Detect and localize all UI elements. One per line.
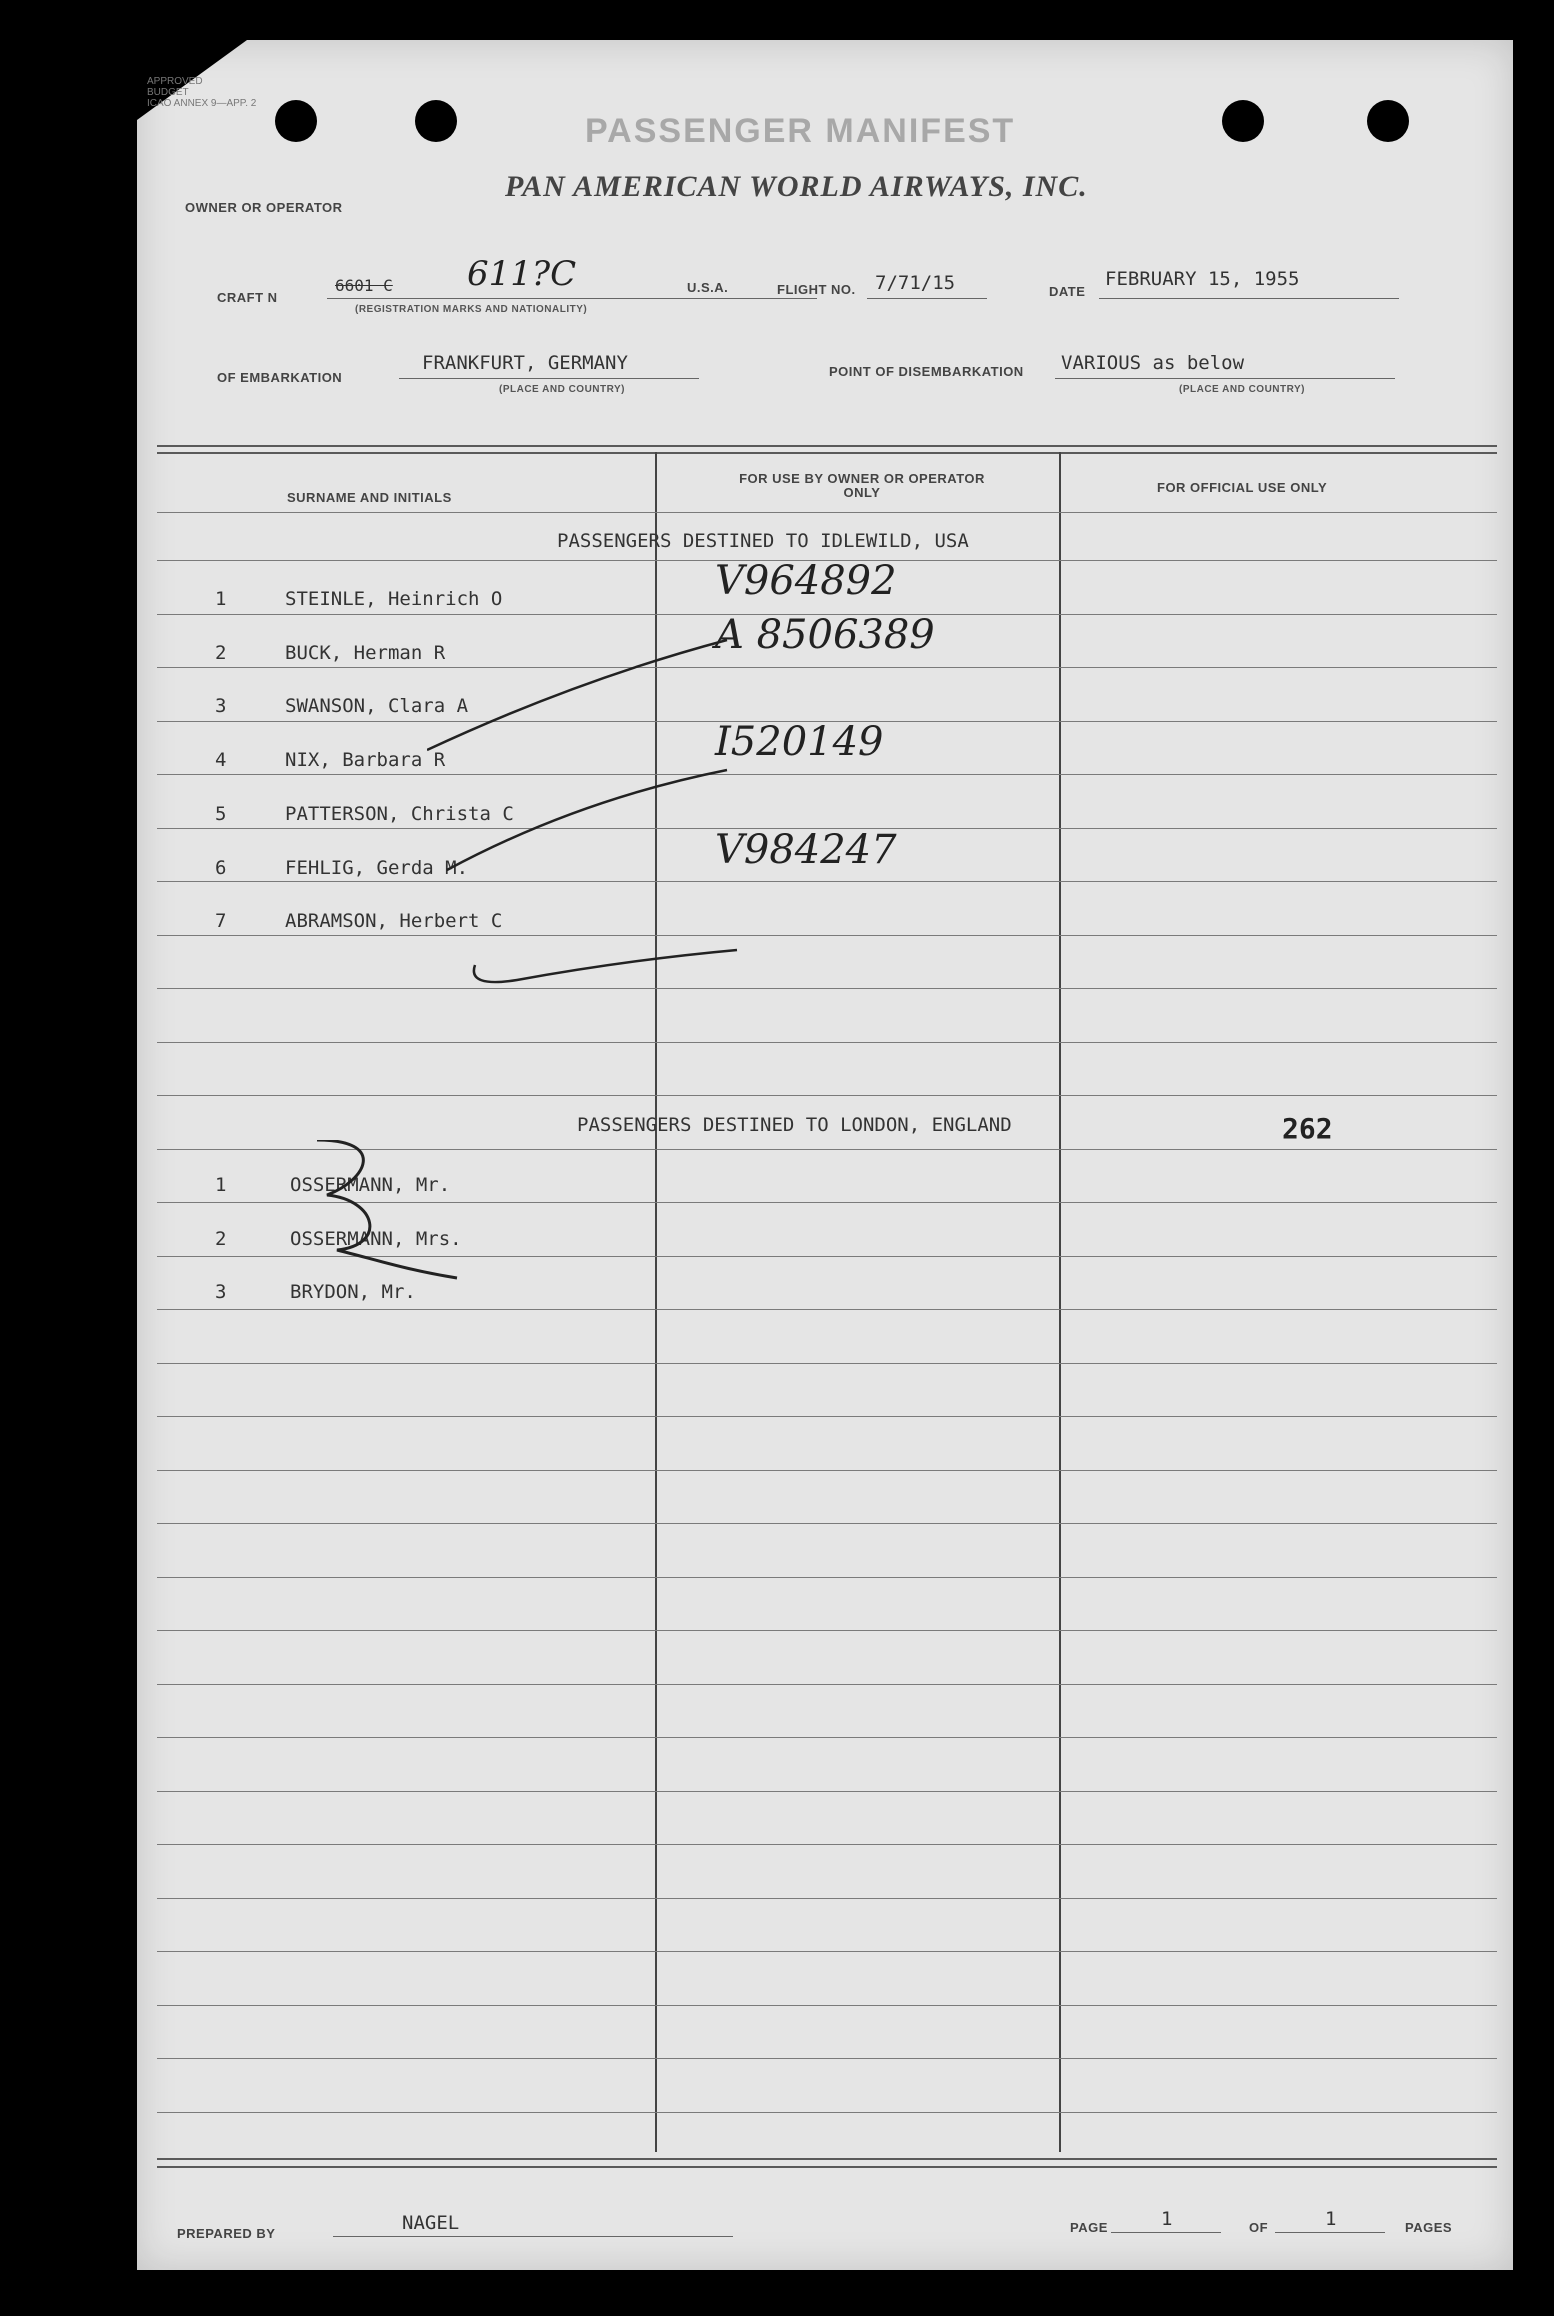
ruled-line bbox=[157, 1523, 1497, 1524]
passenger-number: 2 bbox=[215, 641, 227, 664]
passport-number: A 8506389 bbox=[715, 611, 935, 658]
passport-number: V964892 bbox=[715, 558, 897, 604]
stamp-line: BUDGET bbox=[147, 87, 189, 98]
date-value: FEBRUARY 15, 1955 bbox=[1105, 268, 1300, 290]
of-value: 1 bbox=[1325, 2208, 1337, 2230]
passenger-number: 1 bbox=[215, 588, 227, 610]
ruled-line bbox=[157, 1095, 1497, 1096]
group1-heading: PASSENGERS DESTINED TO IDLEWILD, USA bbox=[557, 530, 969, 552]
ruled-line bbox=[157, 1630, 1497, 1631]
col-surname-header: SURNAME AND INITIALS bbox=[287, 490, 452, 505]
prepared-value: NAGEL bbox=[402, 2212, 460, 2234]
ruled-line bbox=[157, 988, 1497, 989]
passenger-number: 3 bbox=[215, 695, 227, 718]
ruled-line bbox=[157, 1577, 1497, 1578]
aircraft-label: CRAFT N bbox=[217, 290, 278, 305]
ruled-line bbox=[157, 2058, 1497, 2059]
bracket-mark bbox=[297, 1140, 477, 1300]
passenger-number: 7 bbox=[215, 910, 227, 933]
group2-heading: PASSENGERS DESTINED TO LONDON, ENGLAND bbox=[577, 1114, 1012, 1136]
ruled-line bbox=[157, 512, 1497, 513]
ruled-line bbox=[157, 1737, 1497, 1738]
passenger-number: 4 bbox=[215, 749, 227, 772]
nationality: U.S.A. bbox=[687, 280, 729, 295]
passenger-number: 1 bbox=[215, 1174, 227, 1196]
manifest-paper bbox=[137, 40, 1513, 2270]
pages-label: PAGES bbox=[1405, 2220, 1453, 2235]
disembark-label: POINT OF DISEMBARKATION bbox=[829, 364, 1024, 379]
passenger-name: STEINLE, Heinrich O bbox=[285, 588, 503, 610]
passenger-number: 2 bbox=[215, 1227, 227, 1250]
ruled-line bbox=[157, 1791, 1497, 1792]
embark-label: OF EMBARKATION bbox=[217, 370, 343, 385]
ruled-line bbox=[157, 935, 1497, 936]
ruled-line bbox=[157, 1951, 1497, 1952]
prepared-label: PREPARED BY bbox=[177, 2226, 276, 2241]
stamp-line: APPROVED bbox=[147, 76, 203, 87]
owner-label: OWNER OR OPERATOR bbox=[185, 200, 343, 215]
col-official-header: FOR OFFICIAL USE ONLY bbox=[1157, 480, 1328, 495]
official-note: 262 bbox=[1282, 1112, 1333, 1145]
ruled-line bbox=[157, 1042, 1497, 1043]
passenger-name: OSSERMANN, Mrs. bbox=[290, 1227, 462, 1250]
ruled-line bbox=[157, 1416, 1497, 1417]
passenger-number: 5 bbox=[215, 802, 227, 825]
date-label: DATE bbox=[1049, 284, 1086, 299]
page-label: PAGE bbox=[1070, 2220, 1108, 2235]
passenger-name: OSSERMANN, Mr. bbox=[290, 1174, 451, 1196]
approval-stamp bbox=[147, 76, 297, 109]
owner-value: PAN AMERICAN WORLD AIRWAYS, INC. bbox=[505, 170, 1088, 203]
ruled-line bbox=[157, 1470, 1497, 1471]
passenger-name: NIX, Barbara R bbox=[285, 749, 446, 772]
passenger-name: FEHLIG, Gerda M. bbox=[285, 856, 469, 879]
aircraft-value: 611?C bbox=[467, 254, 577, 294]
ruled-line bbox=[157, 1684, 1497, 1685]
of-label: OF bbox=[1249, 2220, 1269, 2235]
ruled-line bbox=[157, 2112, 1497, 2113]
ruled-line bbox=[157, 1363, 1497, 1364]
aircraft-caption: (REGISTRATION MARKS AND NATIONALITY) bbox=[355, 304, 588, 315]
ruled-line bbox=[157, 667, 1497, 668]
embark-value: FRANKFURT, GERMANY bbox=[422, 352, 628, 374]
passenger-name: BUCK, Herman R bbox=[285, 641, 446, 664]
passenger-name: ABRAMSON, Herbert C bbox=[285, 910, 503, 933]
passenger-number: 3 bbox=[215, 1281, 227, 1303]
ruled-line bbox=[157, 1898, 1497, 1899]
passenger-name: SWANSON, Clara A bbox=[285, 695, 469, 718]
disembark-value: VARIOUS as below bbox=[1061, 352, 1245, 374]
form-title: PASSENGER MANIFEST bbox=[585, 112, 1016, 150]
aircraft-struck: 6601 C bbox=[335, 276, 393, 295]
passport-number: I520149 bbox=[715, 719, 884, 766]
flight-label: FLIGHT NO. bbox=[777, 282, 856, 297]
embark-caption: (PLACE AND COUNTRY) bbox=[499, 384, 625, 395]
ruled-line bbox=[157, 881, 1497, 882]
ruled-line bbox=[157, 774, 1497, 775]
punch-hole bbox=[1222, 100, 1264, 142]
page-value: 1 bbox=[1161, 2208, 1173, 2230]
ruled-line bbox=[157, 2005, 1497, 2006]
punch-hole bbox=[415, 100, 457, 142]
passenger-name: BRYDON, Mr. bbox=[290, 1281, 416, 1303]
flight-value: 7/71/15 bbox=[875, 272, 956, 294]
handwritten-strokes bbox=[427, 620, 787, 1020]
col-owner-header: FOR USE BY OWNER OR OPERATOR ONLY bbox=[739, 471, 985, 500]
passport-number: V984247 bbox=[715, 826, 897, 873]
column-divider bbox=[1059, 452, 1061, 2152]
passenger-name: PATTERSON, Christa C bbox=[285, 802, 514, 825]
ruled-line bbox=[157, 1844, 1497, 1845]
disembark-caption: (PLACE AND COUNTRY) bbox=[1179, 384, 1305, 395]
passenger-number: 6 bbox=[215, 856, 227, 879]
ruled-line bbox=[157, 1309, 1497, 1310]
punch-hole bbox=[1367, 100, 1409, 142]
stamp-line: ICAO ANNEX 9—APP. 2 bbox=[147, 98, 257, 109]
